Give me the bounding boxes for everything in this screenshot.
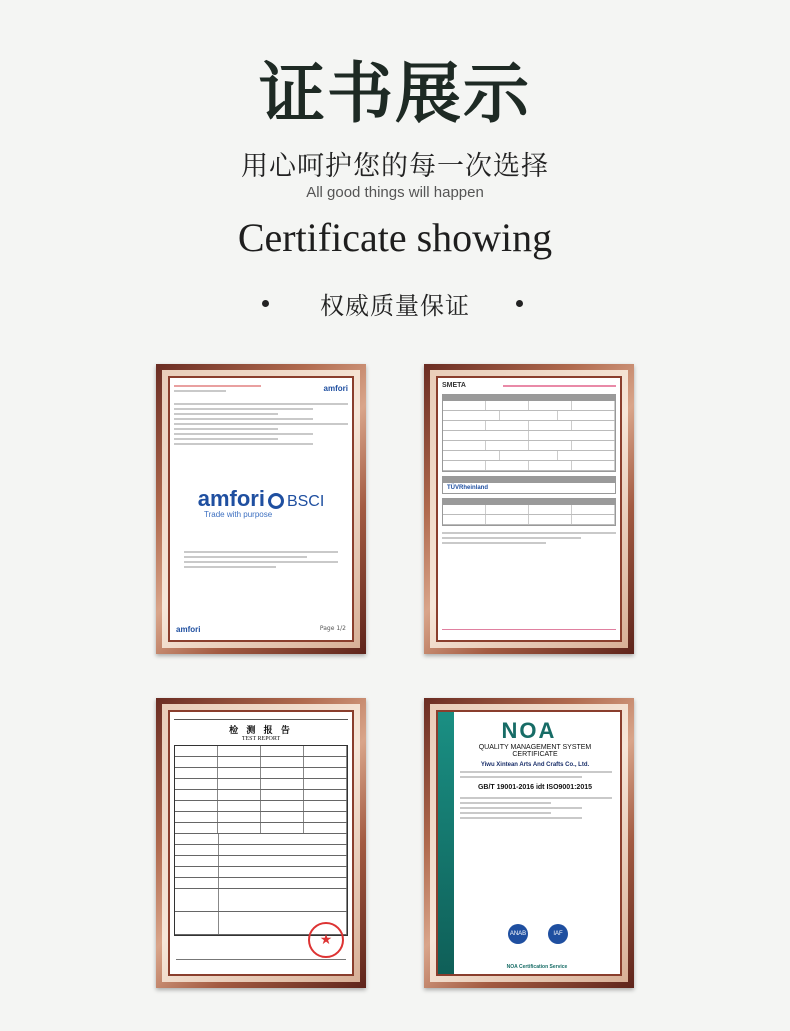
bullet-dot-icon bbox=[516, 300, 523, 307]
certificate-test-report bbox=[168, 710, 354, 976]
certificate-noa bbox=[436, 710, 622, 976]
signature-line bbox=[176, 959, 346, 968]
smeta-audit-table bbox=[442, 394, 616, 472]
smeta-conducted-table bbox=[442, 498, 616, 526]
red-seal-stamp: ★ bbox=[308, 922, 344, 958]
certificate-frame-amfori[interactable] bbox=[156, 364, 366, 654]
page-number: Page 1/2 bbox=[319, 625, 346, 632]
noa-company: Yiwu Xintean Arts And Crafts Co., Ltd. bbox=[480, 762, 590, 768]
iaf-badge-icon: IAF bbox=[548, 924, 568, 944]
anab-badge-icon: ANAB bbox=[508, 924, 528, 944]
bsci-label: BSCI bbox=[286, 493, 325, 510]
amfori-tagline: Trade with purpose bbox=[204, 510, 273, 519]
smeta-logo: SMETA bbox=[442, 382, 466, 389]
certificate-smeta bbox=[436, 376, 622, 642]
noa-title-1: QUALITY MANAGEMENT SYSTEM bbox=[478, 744, 592, 751]
tagline-row bbox=[0, 282, 790, 322]
noa-footer: NOA Certification Service bbox=[506, 964, 568, 970]
noa-logo: NOA bbox=[501, 718, 557, 743]
amfori-footer-logo: amfori bbox=[176, 625, 201, 634]
report-title-cn: 检 测 报 告 bbox=[229, 725, 293, 735]
amfori-small-logo: amfori bbox=[323, 384, 348, 393]
report-table bbox=[174, 745, 348, 936]
amfori-ring-icon bbox=[268, 493, 284, 509]
heading-en: Certificate showing bbox=[237, 215, 553, 260]
amfori-logo: amfori bbox=[197, 486, 265, 511]
noa-title-2: CERTIFICATE bbox=[512, 751, 558, 758]
tagline: 权威质量保证 bbox=[320, 292, 470, 320]
subtitle-en: All good things will happen bbox=[306, 184, 484, 201]
amfori-brand-block bbox=[170, 486, 352, 519]
certificate-amfori bbox=[168, 376, 354, 642]
amfori-info-table bbox=[174, 403, 348, 445]
noa-side-band bbox=[438, 712, 454, 974]
certificate-frame-noa[interactable] bbox=[424, 698, 634, 988]
report-title-en: TEST REPORT bbox=[241, 736, 281, 742]
tuv-logo: TÜVRheinland bbox=[447, 485, 489, 491]
certificate-frame-test-report[interactable] bbox=[156, 698, 366, 988]
noa-standard: GB/T 19001-2016 idt ISO9001:2015 bbox=[477, 784, 592, 791]
smeta-auditor-table bbox=[442, 476, 616, 494]
subtitle-cn: 用心呵护您的每一次选择 bbox=[241, 151, 549, 182]
certificate-frame-smeta[interactable] bbox=[424, 364, 634, 654]
page-title: 证书展示 bbox=[259, 55, 531, 132]
